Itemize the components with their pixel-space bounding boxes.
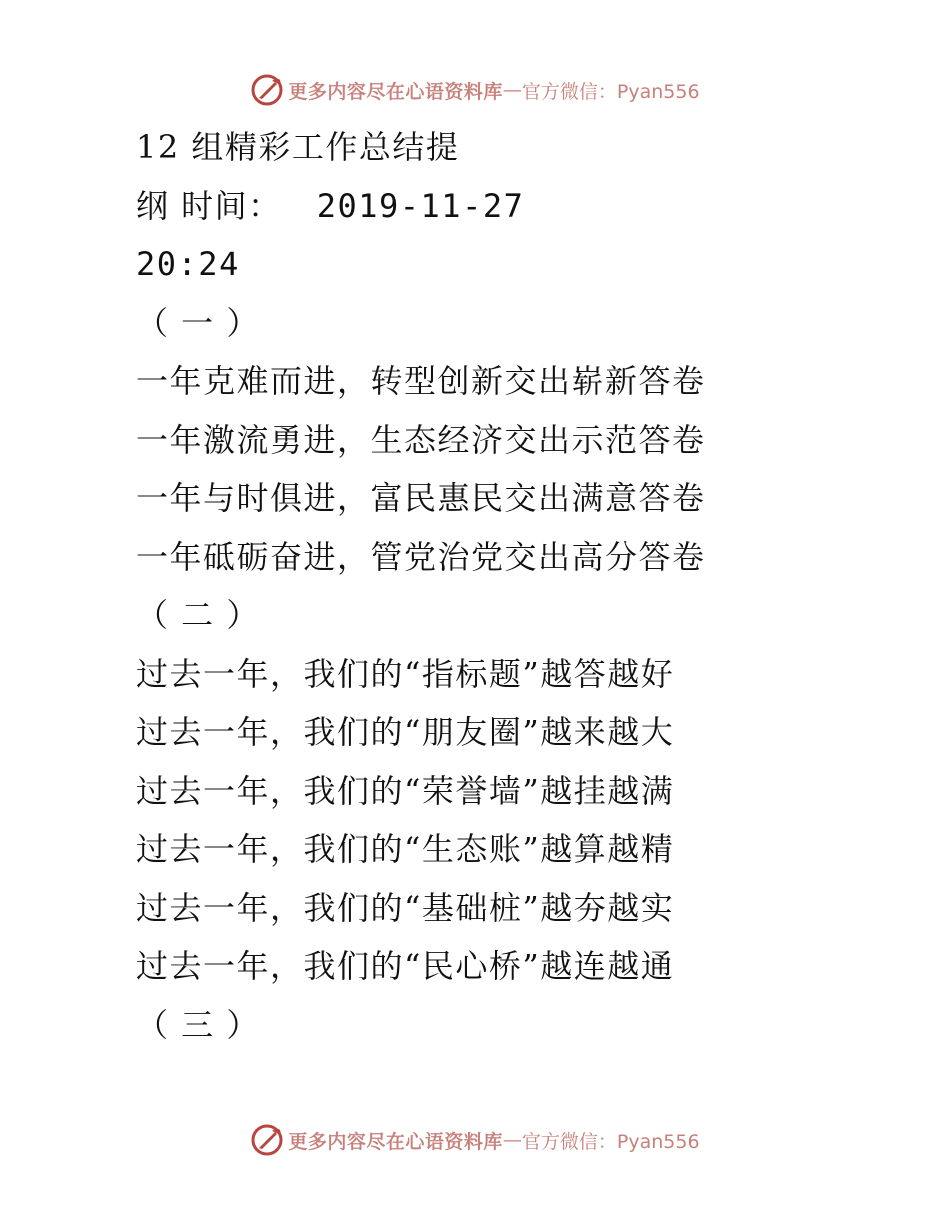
quill-pen-icon [250, 1123, 284, 1157]
section-2-line-5: 过去一年，我们的“基础桩”越夯越实 [136, 888, 675, 927]
title-date-line [136, 177, 736, 236]
header-banner [0, 70, 950, 110]
title-line-2-prefix: 纲 时间： [136, 186, 282, 225]
section-heading-3: （ 三 ） [136, 1005, 260, 1044]
document-date: 2019-11-27 [316, 186, 525, 225]
title-line-1: 12 组精彩工作总结提 [136, 128, 460, 166]
section-1-line-3: 一年与时俱进，富民惠民交出满意答卷 [136, 479, 706, 517]
section-1-line-1: 一年克难而进，转型创新交出崭新答卷 [136, 362, 706, 400]
banner-wechat: 官方微信：Pyan556 [521, 1130, 700, 1153]
banner-text: 更多内容尽在心语资料库 [288, 80, 503, 103]
section-2-line-4: 过去一年，我们的“生态账”越算越精 [136, 830, 675, 868]
section-2-line-6: 过去一年，我们的“民心桥”越连越通 [136, 947, 675, 985]
section-2-line-2: 过去一年，我们的“朋友圈”越来越大 [136, 713, 675, 751]
section-heading-1: （ 一 ） [136, 303, 260, 342]
document-title [136, 118, 736, 177]
section-2-line-1: 过去一年，我们的“指标题”越答越好 [136, 654, 675, 693]
banner-wechat: 官方微信：Pyan556 [521, 80, 700, 103]
banner-separator: — [502, 79, 522, 101]
section-1-line-2: 一年激流勇进，生态经济交出示范答卷 [136, 420, 706, 459]
section-2-line-3: 过去一年，我们的“荣誉墙”越挂越满 [136, 771, 675, 810]
banner-separator: — [502, 1129, 522, 1151]
section-1-line-4: 一年砥砺奋进，管党治党交出高分答卷 [136, 537, 706, 576]
document-body [136, 118, 736, 1054]
quill-pen-icon [250, 73, 284, 107]
footer-banner [0, 1120, 950, 1160]
section-heading-2: （ 二 ） [136, 596, 260, 634]
banner-text: 更多内容尽在心语资料库 [288, 1130, 503, 1153]
document-time: 20:24 [136, 245, 240, 283]
